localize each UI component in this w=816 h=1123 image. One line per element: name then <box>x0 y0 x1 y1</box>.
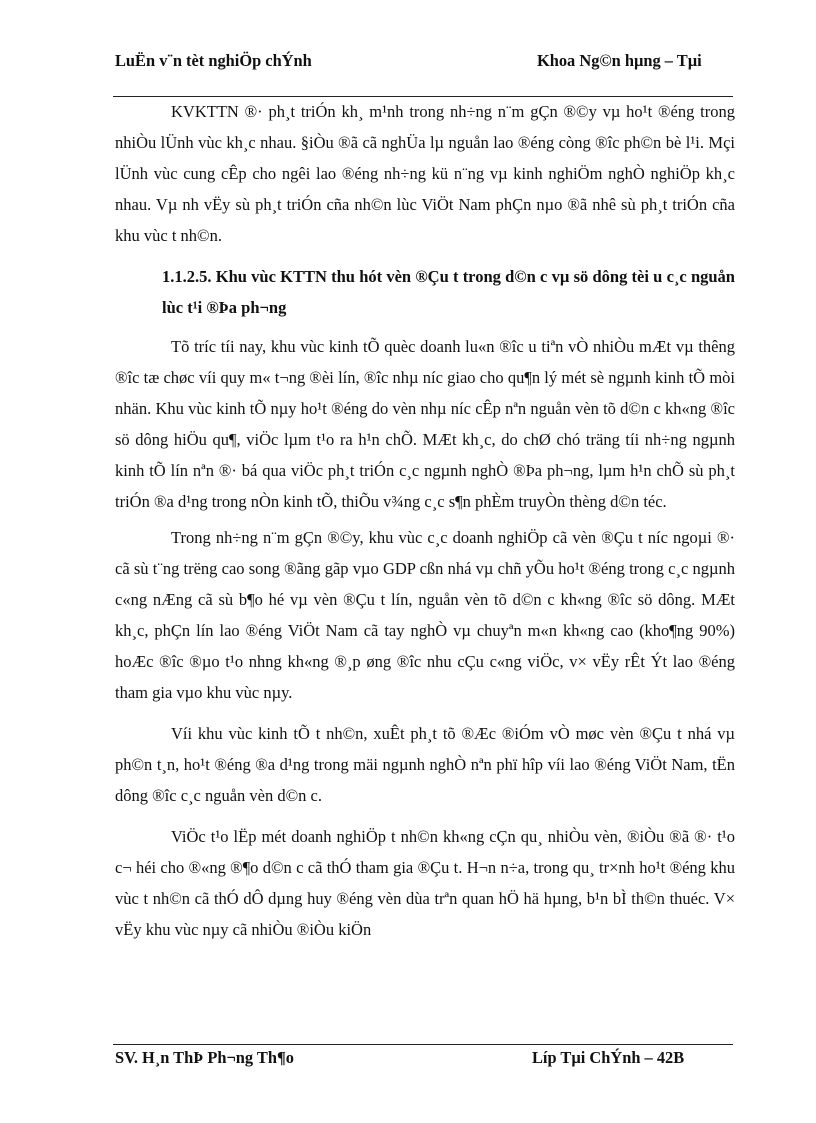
footer-student-name: SV. H¸n ThÞ Ph¬ng Th¶o <box>115 1048 294 1067</box>
footer-rule <box>113 1044 733 1045</box>
section-heading: 1.1.2.5. Khu vùc KTTN thu hót vèn ®Çu t trong d©n c vµ sö dông tèi u c¸c nguån lùc t¹i ®Þa ph¬ng <box>162 267 735 317</box>
body-paragraph: ViÖc t¹o lËp mét doanh nghiÖp t nh©n kh«ng cÇn qu¸ nhiÒu vèn, ®iÒu ®ã ®· t¹o c¬ héi cho ®«ng ®¶o d©n c cã thÓ tham gia ®Çu t. H¬n n÷a, trong qu¸ tr×nh ho¹t ®éng khu vùc t nh©n cã thÓ dÔ dµng huy ®éng vèn dùa trªn quan hÖ hä hµng, b¹n bÌ th©n thuéc. V× vËy khu vùc nµy cã nhiÒu ®iÒu kiÖn <box>115 827 735 939</box>
footer-class: Líp Tµi ChÝnh – 42B <box>532 1048 685 1067</box>
body-paragraph: KVKTTN ®· ph¸t triÓn kh¸ m¹nh trong nh÷ng n¨m gÇn ®©y vµ ho¹t ®éng trong nhiÒu lÜnh vùc kh¸c nhau. §iÒu ®ã cã nghÜa lµ nguån lao ®éng còng ®îc ph©n bè l¹i. Mçi lÜnh vùc cung cÊp cho ngêi lao ®éng nh÷ng kü n¨ng vµ kinh nghiÖm nghÒ nghiÖp kh¸c nhau. Vµ nh vËy sù ph¸t triÓn cña nh©n lùc ViÖt Nam phÇn nµo ®ã nhê sù ph¸t triÓn cña khu vùc t nh©n. <box>115 102 735 245</box>
header-thesis-title: LuËn v¨n tèt nghiÖp chÝnh <box>115 51 312 70</box>
page-body <box>115 96 735 955</box>
body-paragraph: Víi khu vùc kinh tÕ t nh©n, xuÊt ph¸t tõ ®Æc ®iÓm vÒ møc vèn ®Çu t nhá vµ ph©n t¸n, ho¹t ®éng ®a d¹ng trong mäi ngµnh nghÒ nªn phï hîp víi lao ®éng ViÖt Nam, tËn dông ®îc c¸c nguån vèn d©n c. <box>115 724 735 805</box>
header-faculty: Khoa Ng©n hµng – Tµi <box>537 51 702 70</box>
body-paragraph: Tõ tríc tíi nay, khu vùc kinh tÕ quèc doanh lu«n ®îc u tiªn vÒ nhiÒu mÆt vµ thêng ®îc tæ chøc víi quy m« t¬ng ®èi lín, ®îc nhµ níc giao cho qu¶n lý mét sè ngµnh kinh tÕ mòi nhän. Khu vùc kinh tÕ nµy ho¹t ®éng do vèn nhµ níc cÊp nªn nguån vèn tõ d©n c kh«ng ®îc sö dông hiÖu qu¶, viÖc lµm t¹o ra h¹n chÕ. MÆt kh¸c, do chØ chó träng tíi nh÷ng ngµnh kinh tÕ lín nªn ®· bá qua viÖc ph¸t triÓn c¸c ngµnh nghÒ ®Þa ph¬ng, lµm h¹n chÕ sù ph¸t triÓn ®a d¹ng trong nÒn kinh tÕ, thiÕu v¾ng c¸c s¶n phÈm truyÒn thèng d©n téc. <box>115 337 735 511</box>
page-header <box>115 50 733 94</box>
body-paragraph: Trong nh÷ng n¨m gÇn ®©y, khu vùc c¸c doanh nghiÖp cã vèn ®Çu t níc ngoµi ®· cã sù t¨ng trëng cao song ®ãng gãp vµo GDP cßn nhá vµ chñ yÕu ho¹t ®éng trong c¸c ngµnh c«ng nÆng cã sù b¶o hé vµ vèn ®Çu t lín, nguån vèn tõ d©n c kh«ng ®îc sö dông. MÆt kh¸c, phÇn lín lao ®éng ViÖt Nam cã tay nghÒ vµ chuyªn m«n kh«ng cao (kho¶ng 90%) hoÆc ®îc ®µo t¹o nhng kh«ng ®¸p øng ®îc nhu cÇu c«ng viÖc, v× vËy rÊt Ýt lao ®éng tham gia vµo khu vùc nµy. <box>115 528 735 702</box>
